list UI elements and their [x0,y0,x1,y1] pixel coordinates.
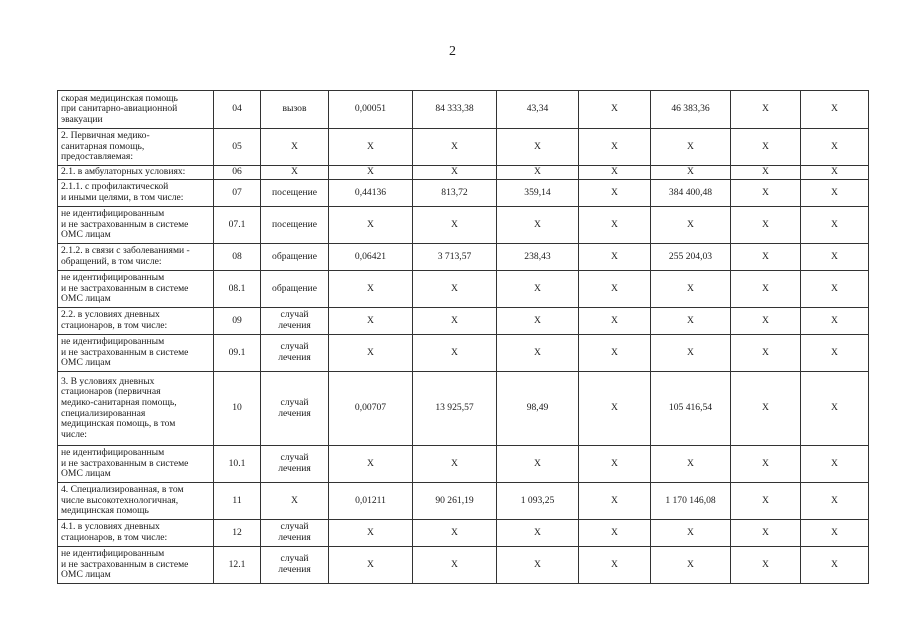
row-code-cell: 09 [214,308,261,335]
table-row [58,271,869,308]
row-name-cell [58,483,214,520]
cell-text-line: специализированная [61,407,146,419]
row-value-5-cell: Х [651,547,731,584]
row-value-6-cell: Х [731,520,801,547]
cell-text-line: лечения [278,463,311,474]
cell-text-line: не идентифицированным [61,548,165,560]
row-code-cell: 12 [214,520,261,547]
row-name-cell [58,520,214,547]
cell-text-line: 2.2. в условиях дневных [61,309,160,321]
row-value-4-cell: Х [579,372,651,446]
row-value-4-cell: Х [579,91,651,129]
table-row [58,166,869,180]
row-value-3-cell: Х [497,520,579,547]
cell-text-line: медико-санитарная помощь, [61,396,177,408]
row-value-2-cell: Х [413,335,497,372]
row-code-cell: 11 [214,483,261,520]
row-value-6-cell: Х [731,547,801,584]
row-name-cell [58,547,214,584]
table-row [58,180,869,207]
cell-text-line: лечения [278,320,311,331]
row-value-3-cell: Х [497,335,579,372]
row-value-2-cell: Х [413,166,497,180]
row-value-6-cell: Х [731,244,801,271]
row-value-4-cell: Х [579,308,651,335]
row-value-4-cell: Х [579,244,651,271]
cell-text-line: ОМС лицам [61,468,111,480]
cell-text-line: 2.1.2. в связи с заболеваниями - [61,245,190,257]
row-name-cell [58,129,214,166]
row-value-5-cell: Х [651,166,731,180]
data-table [57,90,869,584]
row-value-7-cell: Х [801,91,869,129]
row-value-7-cell: Х [801,180,869,207]
row-value-2-cell: Х [413,207,497,244]
cell-text-line: обращений, в том числе: [61,256,162,267]
row-code-cell: 06 [214,166,261,180]
row-value-1-cell: Х [329,308,413,335]
table-row [58,547,869,584]
row-value-1-cell: 0,44136 [329,180,413,207]
cell-text-line: медицинская помощь [61,505,149,517]
table-row [58,446,869,483]
cell-text-line: не идентифицированным [61,208,165,220]
row-value-6-cell: Х [731,335,801,372]
row-value-7-cell: Х [801,335,869,372]
row-code-cell: 07.1 [214,207,261,244]
row-code-cell: 05 [214,129,261,166]
row-value-6-cell: Х [731,372,801,446]
cell-text-line: не идентифицированным [61,447,165,459]
cell-text-line: при санитарно-авиационной [61,103,178,115]
cell-text-line: Х [291,166,298,178]
cell-text-line: Х [291,140,298,152]
cell-text-line: 4. Специализированная, в том [61,484,184,496]
cell-text-line: случай [280,521,309,533]
cell-text-line: ОМС лицам [61,569,111,581]
table-row [58,207,869,244]
row-value-2-cell: 84 333,38 [413,91,497,129]
cell-text-line: обращение [272,250,317,262]
row-value-5-cell: Х [651,207,731,244]
cell-text-line: лечения [278,564,311,575]
page-number: 2 [449,44,456,59]
row-value-5-cell: Х [651,520,731,547]
row-value-1-cell: Х [329,446,413,483]
cell-text-line: эвакуации [61,113,103,125]
row-value-7-cell: Х [801,547,869,584]
row-value-3-cell: 98,49 [497,372,579,446]
table-row [58,308,869,335]
row-value-3-cell: Х [497,308,579,335]
row-value-5-cell: Х [651,271,731,308]
row-value-7-cell: Х [801,520,869,547]
cell-text-line: и не застрахованным в системе [61,558,189,570]
row-value-5-cell: Х [651,446,731,483]
row-value-5-cell: Х [651,335,731,372]
row-value-7-cell: Х [801,166,869,180]
row-value-5-cell: 384 400,48 [651,180,731,207]
row-value-6-cell: Х [731,180,801,207]
cell-text-line: ОМС лицам [61,293,111,305]
row-value-1-cell: Х [329,129,413,166]
row-value-7-cell: Х [801,483,869,520]
row-value-4-cell: Х [579,129,651,166]
row-name-cell [58,166,214,180]
row-value-4-cell: Х [579,271,651,308]
row-value-7-cell: Х [801,308,869,335]
row-unit-cell [261,166,329,180]
row-code-cell: 09.1 [214,335,261,372]
cell-text-line: скорая медицинская помощь [61,92,178,104]
row-unit-cell [261,271,329,308]
cell-text-line: вызов [282,103,307,115]
table-row [58,520,869,547]
row-value-5-cell: 105 416,54 [651,372,731,446]
row-unit-cell [261,520,329,547]
row-value-6-cell: Х [731,207,801,244]
cell-text-line: и иными целями, в том числе: [61,192,184,203]
row-value-2-cell: Х [413,520,497,547]
row-value-7-cell: Х [801,244,869,271]
cell-text-line: санитарная помощь, [61,140,145,152]
row-unit-cell [261,129,329,166]
row-code-cell: 08.1 [214,271,261,308]
cell-text-line: числе: [61,428,87,440]
row-value-5-cell: 255 204,03 [651,244,731,271]
cell-text-line: случай [280,452,309,464]
row-value-7-cell: Х [801,129,869,166]
cell-text-line: случай [280,396,309,408]
cell-text-line: медицинская помощь, в том [61,418,176,430]
cell-text-line: 2.1.1. с профилактической [61,181,169,193]
row-name-cell [58,446,214,483]
cell-text-line: 3. В условиях дневных [61,375,155,387]
row-value-5-cell: 46 383,36 [651,91,731,129]
cell-text-line: стационаров, в том числе: [61,320,168,331]
cell-text-line: посещение [272,218,317,230]
row-value-2-cell: Х [413,547,497,584]
cell-text-line: числе высокотехнологичная, [61,494,179,506]
row-value-4-cell: Х [579,483,651,520]
row-value-2-cell: Х [413,129,497,166]
row-value-3-cell: Х [497,207,579,244]
row-value-1-cell: 0,00051 [329,91,413,129]
table-body [58,91,869,584]
row-code-cell: 12.1 [214,547,261,584]
row-unit-cell [261,308,329,335]
cell-text-line: посещение [272,186,317,198]
row-value-2-cell: 813,72 [413,180,497,207]
table-row [58,372,869,446]
row-code-cell: 10.1 [214,446,261,483]
row-value-6-cell: Х [731,446,801,483]
cell-text-line: 2.1. в амбулаторных условиях: [61,166,186,178]
row-value-4-cell: Х [579,180,651,207]
row-value-1-cell: Х [329,335,413,372]
row-value-3-cell: Х [497,129,579,166]
cell-text-line: обращение [272,282,317,294]
row-value-2-cell: 90 261,19 [413,483,497,520]
cell-text-line: случай [280,309,309,321]
row-value-7-cell: Х [801,372,869,446]
row-value-2-cell: Х [413,308,497,335]
row-name-cell [58,91,214,129]
cell-text-line: лечения [278,407,311,419]
row-value-5-cell: Х [651,308,731,335]
cell-text-line: лечения [278,532,311,543]
cell-text-line: ОМС лицам [61,229,111,241]
cell-text-line: ОМС лицам [61,357,111,369]
table-row [58,335,869,372]
row-name-cell [58,372,214,446]
row-unit-cell [261,483,329,520]
row-value-4-cell: Х [579,207,651,244]
row-value-1-cell: 0,01211 [329,483,413,520]
row-value-6-cell: Х [731,166,801,180]
cell-text-line: Х [291,494,298,506]
row-value-6-cell: Х [731,91,801,129]
cell-text-line: и не застрахованным в системе [61,282,189,294]
row-unit-cell [261,180,329,207]
row-code-cell: 04 [214,91,261,129]
cell-text-line: 2. Первичная медико- [61,130,150,142]
row-value-3-cell: Х [497,166,579,180]
row-unit-cell [261,446,329,483]
row-name-cell [58,207,214,244]
row-value-1-cell: Х [329,271,413,308]
row-value-4-cell: Х [579,520,651,547]
row-code-cell: 08 [214,244,261,271]
row-value-4-cell: Х [579,446,651,483]
row-unit-cell [261,547,329,584]
table-row [58,129,869,166]
row-value-5-cell: Х [651,129,731,166]
cell-text-line: случай [280,553,309,565]
cell-text-line: стационаров (первичная [61,386,161,398]
row-value-4-cell: Х [579,335,651,372]
row-value-6-cell: Х [731,271,801,308]
table-row [58,91,869,129]
row-name-cell [58,271,214,308]
row-value-1-cell: Х [329,166,413,180]
cell-text-line: не идентифицированным [61,272,165,284]
row-value-3-cell: Х [497,271,579,308]
cell-text-line: предоставляемая: [61,151,134,163]
row-value-4-cell: Х [579,166,651,180]
row-value-7-cell: Х [801,271,869,308]
row-value-3-cell: Х [497,547,579,584]
row-name-cell [58,335,214,372]
row-unit-cell [261,244,329,271]
row-value-3-cell: Х [497,446,579,483]
row-value-1-cell: Х [329,547,413,584]
row-value-3-cell: 359,14 [497,180,579,207]
row-value-3-cell: 1 093,25 [497,483,579,520]
cell-text-line: лечения [278,352,311,363]
row-value-2-cell: 3 713,57 [413,244,497,271]
row-value-6-cell: Х [731,129,801,166]
row-value-5-cell: 1 170 146,08 [651,483,731,520]
row-value-1-cell: 0,06421 [329,244,413,271]
row-value-1-cell: Х [329,520,413,547]
table-row [58,244,869,271]
row-value-2-cell: Х [413,271,497,308]
row-value-1-cell: 0,00707 [329,372,413,446]
row-code-cell: 07 [214,180,261,207]
row-value-3-cell: 43,34 [497,91,579,129]
cell-text-line: 4.1. в условиях дневных [61,521,160,533]
row-value-6-cell: Х [731,483,801,520]
cell-text-line: и не застрахованным в системе [61,457,189,469]
cell-text-line: стационаров, в том числе: [61,532,168,543]
cell-text-line: и не застрахованным в системе [61,218,189,230]
row-value-7-cell: Х [801,207,869,244]
row-code-cell: 10 [214,372,261,446]
cell-text-line: не идентифицированным [61,336,165,348]
row-unit-cell [261,91,329,129]
row-value-4-cell: Х [579,547,651,584]
row-value-2-cell: Х [413,446,497,483]
cell-text-line: и не застрахованным в системе [61,346,189,358]
row-unit-cell [261,335,329,372]
row-unit-cell [261,372,329,446]
row-value-7-cell: Х [801,446,869,483]
row-value-2-cell: 13 925,57 [413,372,497,446]
row-value-1-cell: Х [329,207,413,244]
row-name-cell [58,180,214,207]
cell-text-line: случай [280,341,309,353]
table-row [58,483,869,520]
row-value-6-cell: Х [731,308,801,335]
row-value-3-cell: 238,43 [497,244,579,271]
row-name-cell [58,244,214,271]
row-unit-cell [261,207,329,244]
row-name-cell [58,308,214,335]
